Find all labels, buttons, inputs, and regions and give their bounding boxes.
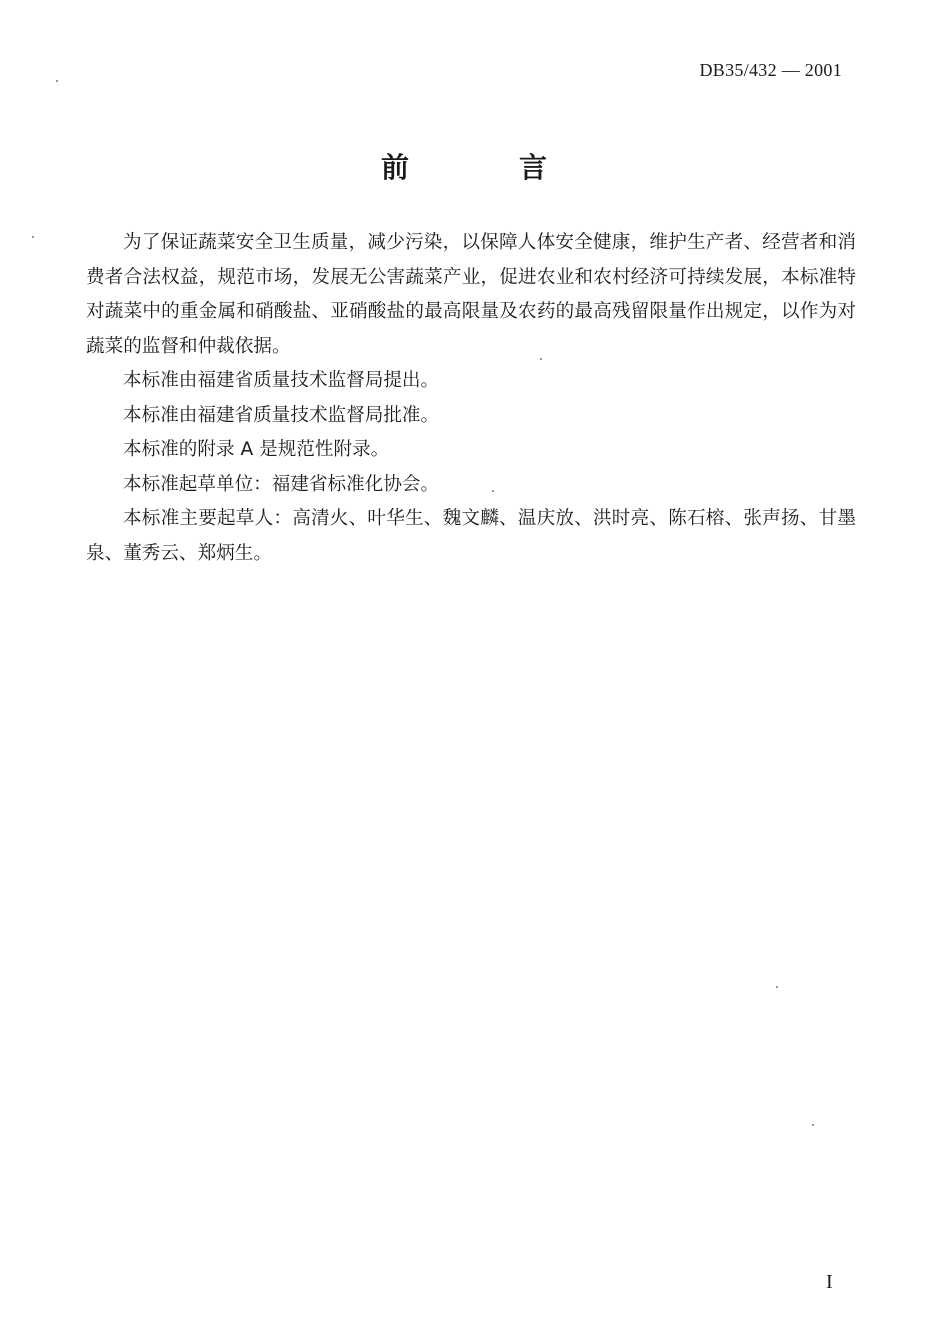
scan-speck bbox=[812, 1124, 814, 1126]
page-number: I bbox=[826, 1271, 833, 1293]
page-title: 前言 bbox=[380, 151, 657, 184]
scan-speck bbox=[32, 236, 34, 238]
scan-speck bbox=[776, 986, 778, 988]
scan-speck bbox=[492, 490, 494, 492]
paragraph-approved-by: 本标准由福建省质量技术监督局批准。 bbox=[123, 404, 440, 426]
paragraph-appendix: 本标准的附录 A 是规范性附录。 bbox=[123, 439, 390, 460]
paragraph-proposed-by: 本标准由福建省质量技术监督局提出。 bbox=[123, 370, 440, 391]
scan-speck bbox=[540, 358, 542, 360]
body-text bbox=[86, 226, 856, 571]
scan-speck bbox=[56, 80, 58, 82]
paragraph-drafters: 本标准主要起草人：高清火、叶华生、魏文麟、温庆放、洪时亮、陈石榕、张声扬、甘墨泉、董秀云、郑炳生。 bbox=[86, 508, 856, 564]
paragraph-purpose: 为了保证蔬菜安全卫生质量，减少污染，以保障人体安全健康，维护生产者、经营者和消费者合法权益，规范市场，发展无公害蔬菜产业，促进农业和农村经济可持续发展，本标准特对蔬菜中的重金属和硝酸盐、亚硝酸盐的最高限量及农药的最高残留限量作出规定，以作为对蔬菜的监督和仲裁依据。 bbox=[86, 232, 856, 357]
paragraph-drafting-unit: 本标准起草单位：福建省标准化协会。 bbox=[123, 473, 440, 495]
document-id: DB35/432 — 2001 bbox=[699, 60, 842, 80]
